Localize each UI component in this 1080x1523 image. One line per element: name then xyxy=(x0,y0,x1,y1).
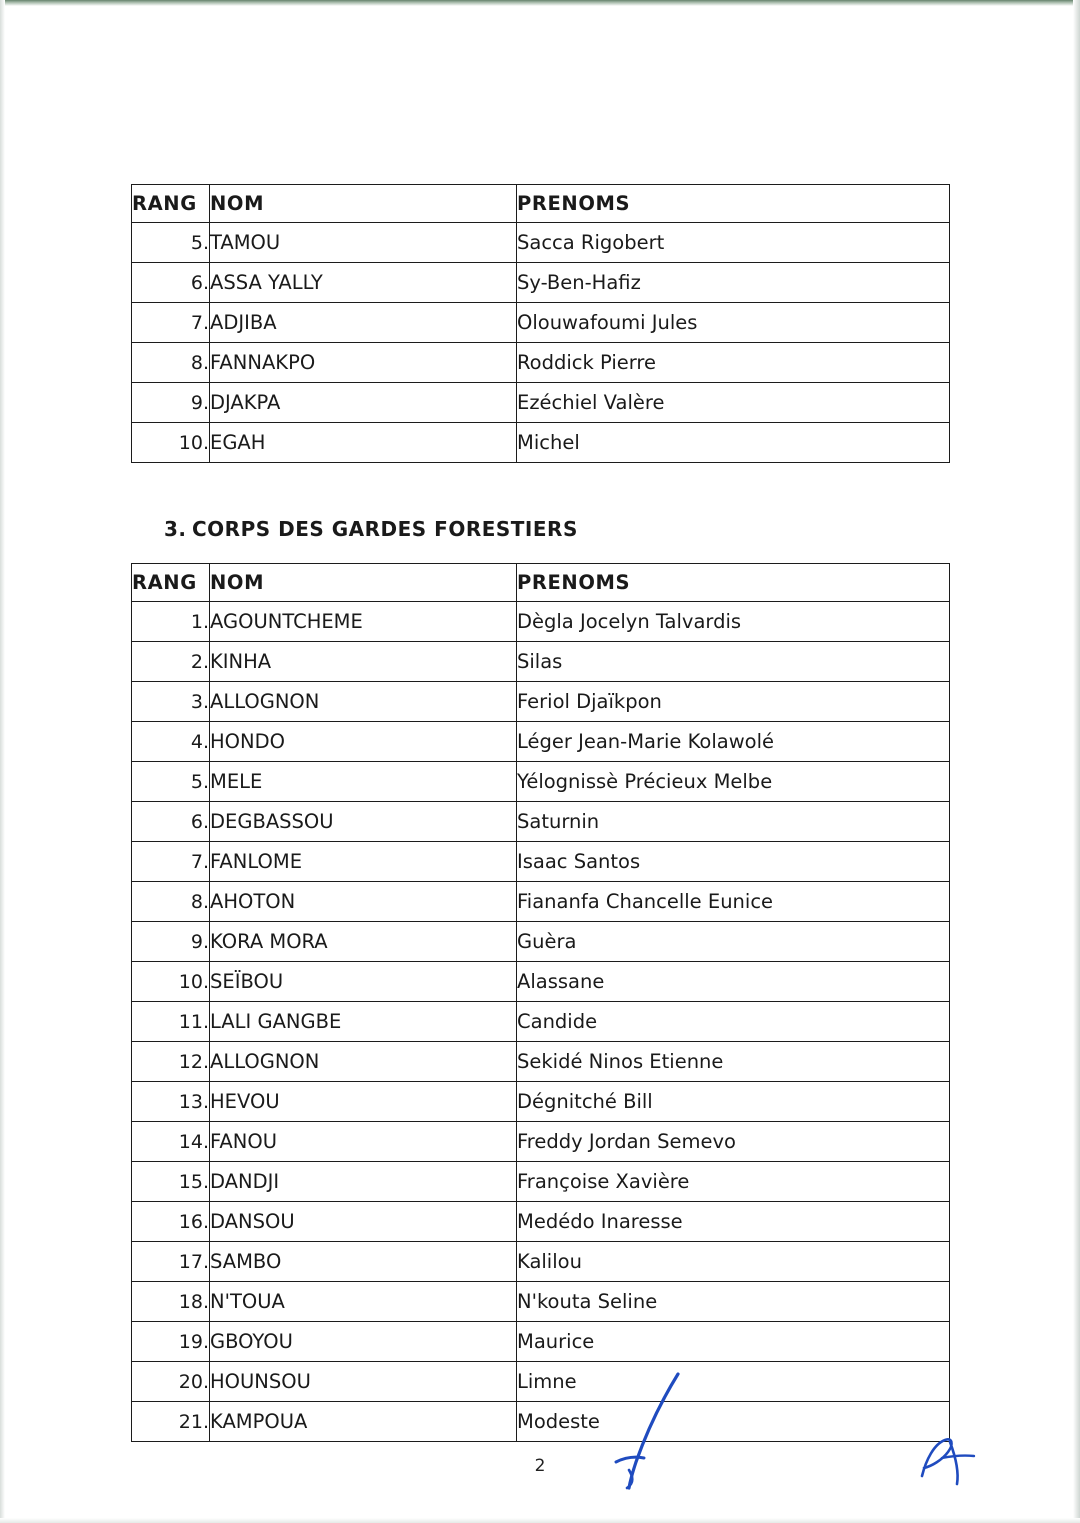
table-row xyxy=(132,1122,950,1162)
cell-prenoms: Sacca Rigobert xyxy=(517,223,950,263)
cell-nom: DANSOU xyxy=(210,1202,517,1242)
cell-nom: HEVOU xyxy=(210,1082,517,1122)
cell-prenoms: Modeste xyxy=(517,1402,950,1442)
cell-nom: DJAKPA xyxy=(210,383,517,423)
cell-rang: 3. xyxy=(132,682,210,722)
cell-nom: AHOTON xyxy=(210,882,517,922)
table-row xyxy=(132,1402,950,1442)
cell-prenoms: Fiananfa Chancelle Eunice xyxy=(517,882,950,922)
cell-rang: 15. xyxy=(132,1162,210,1202)
cell-prenoms: Kalilou xyxy=(517,1242,950,1282)
gardes-forestiers-table-body xyxy=(132,602,950,1442)
cell-nom: FANOU xyxy=(210,1122,517,1162)
table-row xyxy=(132,263,950,303)
cell-nom: ALLOGNON xyxy=(210,1042,517,1082)
table-row xyxy=(132,1202,950,1242)
cell-prenoms: Saturnin xyxy=(517,802,950,842)
table-row xyxy=(132,1162,950,1202)
cell-nom: N'TOUA xyxy=(210,1282,517,1322)
cell-nom: HOUNSOU xyxy=(210,1362,517,1402)
cell-rang: 6. xyxy=(132,263,210,303)
table-row xyxy=(132,882,950,922)
table-row xyxy=(132,962,950,1002)
page-number: 2 xyxy=(534,1456,546,1476)
continuation-table-wrapper xyxy=(131,184,950,463)
table-header-row xyxy=(132,564,950,602)
gardes-forestiers-table xyxy=(131,563,950,1442)
cell-prenoms: Limne xyxy=(517,1362,950,1402)
cell-rang: 8. xyxy=(132,343,210,383)
cell-rang: 7. xyxy=(132,303,210,343)
cell-prenoms: Guèra xyxy=(517,922,950,962)
cell-rang: 19. xyxy=(132,1322,210,1362)
cell-rang: 17. xyxy=(132,1242,210,1282)
cell-rang: 10. xyxy=(132,423,210,463)
table-row xyxy=(132,642,950,682)
table-row xyxy=(132,383,950,423)
scan-edge-top xyxy=(0,0,1080,6)
section-number: 3. xyxy=(164,517,187,541)
cell-rang: 20. xyxy=(132,1362,210,1402)
cell-prenoms: Léger Jean-Marie Kolawolé xyxy=(517,722,950,762)
cell-prenoms: Dégnitché Bill xyxy=(517,1082,950,1122)
cell-nom: SEÏBOU xyxy=(210,962,517,1002)
continuation-table xyxy=(131,184,950,463)
cell-nom: KAMPOUA xyxy=(210,1402,517,1442)
cell-nom: FANNAKPO xyxy=(210,343,517,383)
table-row xyxy=(132,682,950,722)
cell-prenoms: Roddick Pierre xyxy=(517,343,950,383)
cell-nom: TAMOU xyxy=(210,223,517,263)
scan-edge-bottom xyxy=(0,1518,1080,1523)
table-row xyxy=(132,722,950,762)
cell-rang: 2. xyxy=(132,642,210,682)
cell-rang: 11. xyxy=(132,1002,210,1042)
cell-rang: 1. xyxy=(132,602,210,642)
cell-rang: 7. xyxy=(132,842,210,882)
cell-rang: 12. xyxy=(132,1042,210,1082)
table-row xyxy=(132,423,950,463)
table-row xyxy=(132,1042,950,1082)
cell-prenoms: Alassane xyxy=(517,962,950,1002)
cell-nom: SAMBO xyxy=(210,1242,517,1282)
cell-prenoms: Feriol Djaïkpon xyxy=(517,682,950,722)
table-row xyxy=(132,1242,950,1282)
cell-nom: KINHA xyxy=(210,642,517,682)
table-row xyxy=(132,602,950,642)
cell-prenoms: Sy-Ben-Hafiz xyxy=(517,263,950,303)
cell-nom: GBOYOU xyxy=(210,1322,517,1362)
continuation-table-body xyxy=(132,223,950,463)
table-header-row xyxy=(132,185,950,223)
cell-prenoms: Dègla Jocelyn Talvardis xyxy=(517,602,950,642)
scan-edge-right xyxy=(1073,0,1080,1523)
cell-nom: FANLOME xyxy=(210,842,517,882)
table-row xyxy=(132,1082,950,1122)
cell-nom: AGOUNTCHEME xyxy=(210,602,517,642)
cell-rang: 10. xyxy=(132,962,210,1002)
table-row xyxy=(132,303,950,343)
table-row xyxy=(132,343,950,383)
column-header-nom: NOM xyxy=(210,185,517,223)
cell-nom: KORA MORA xyxy=(210,922,517,962)
cell-prenoms: Candide xyxy=(517,1002,950,1042)
cell-rang: 18. xyxy=(132,1282,210,1322)
table-row xyxy=(132,802,950,842)
column-header-prenoms: PRENOMS xyxy=(517,564,950,602)
cell-rang: 16. xyxy=(132,1202,210,1242)
table-row xyxy=(132,1282,950,1322)
cell-rang: 9. xyxy=(132,383,210,423)
cell-rang: 8. xyxy=(132,882,210,922)
cell-rang: 4. xyxy=(132,722,210,762)
column-header-nom: NOM xyxy=(210,564,517,602)
cell-prenoms: Françoise Xavière xyxy=(517,1162,950,1202)
section-title-text: CORPS DES GARDES FORESTIERS xyxy=(192,517,578,541)
table-row xyxy=(132,842,950,882)
section-heading xyxy=(164,517,578,541)
cell-nom: DANDJI xyxy=(210,1162,517,1202)
cell-nom: LALI GANGBE xyxy=(210,1002,517,1042)
cell-prenoms: Medédo Inaresse xyxy=(517,1202,950,1242)
cell-rang: 14. xyxy=(132,1122,210,1162)
cell-prenoms: Freddy Jordan Semevo xyxy=(517,1122,950,1162)
cell-rang: 9. xyxy=(132,922,210,962)
gardes-forestiers-table-wrapper xyxy=(131,563,950,1442)
cell-prenoms: Michel xyxy=(517,423,950,463)
cell-nom: MELE xyxy=(210,762,517,802)
cell-nom: HONDO xyxy=(210,722,517,762)
cell-prenoms: Sekidé Ninos Etienne xyxy=(517,1042,950,1082)
cell-prenoms: Isaac Santos xyxy=(517,842,950,882)
cell-nom: ALLOGNON xyxy=(210,682,517,722)
cell-nom: DEGBASSOU xyxy=(210,802,517,842)
cell-rang: 5. xyxy=(132,223,210,263)
cell-rang: 5. xyxy=(132,762,210,802)
table-row xyxy=(132,1322,950,1362)
cell-prenoms: Ezéchiel Valère xyxy=(517,383,950,423)
column-header-rang: RANG xyxy=(132,185,210,223)
table-row xyxy=(132,922,950,962)
scan-edge-left xyxy=(0,0,5,1523)
cell-prenoms: N'kouta Seline xyxy=(517,1282,950,1322)
cell-nom: ADJIBA xyxy=(210,303,517,343)
cell-nom: EGAH xyxy=(210,423,517,463)
column-header-rang: RANG xyxy=(132,564,210,602)
cell-rang: 21. xyxy=(132,1402,210,1442)
table-row xyxy=(132,762,950,802)
cell-prenoms: Silas xyxy=(517,642,950,682)
cell-prenoms: Yélognissè Précieux Melbe xyxy=(517,762,950,802)
table-row xyxy=(132,223,950,263)
cell-rang: 13. xyxy=(132,1082,210,1122)
cell-prenoms: Maurice xyxy=(517,1322,950,1362)
column-header-prenoms: PRENOMS xyxy=(517,185,950,223)
table-row xyxy=(132,1002,950,1042)
cell-nom: ASSA YALLY xyxy=(210,263,517,303)
cell-rang: 6. xyxy=(132,802,210,842)
cell-prenoms: Olouwafoumi Jules xyxy=(517,303,950,343)
table-row xyxy=(132,1362,950,1402)
